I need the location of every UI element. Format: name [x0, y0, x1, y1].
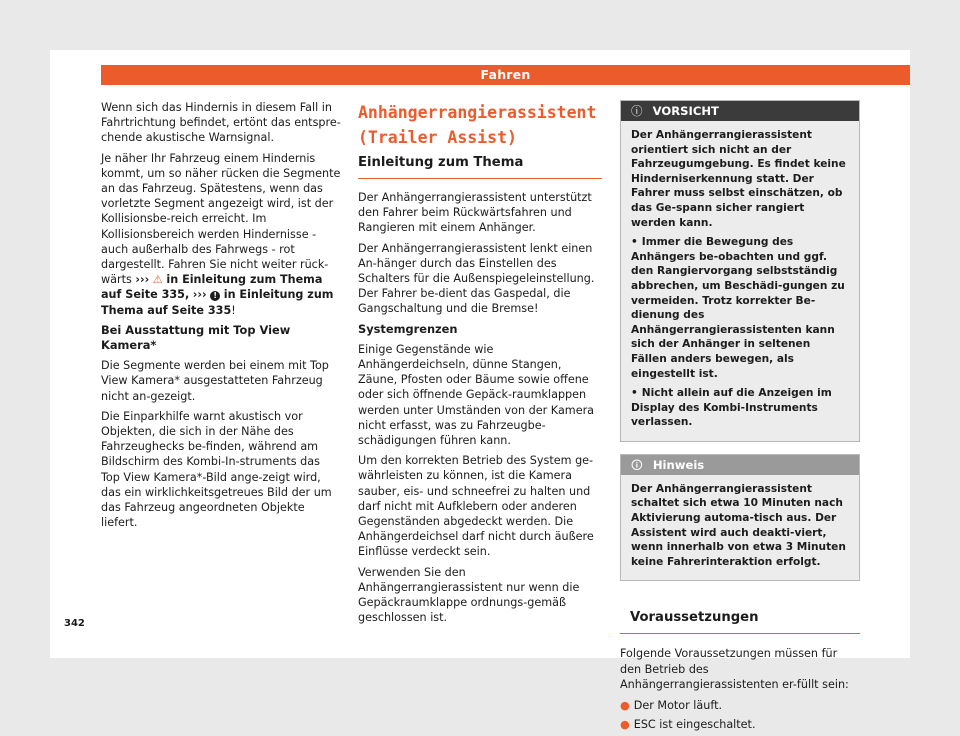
paragraph: Der Anhängerrangierassistent unterstützt den Fahrer beim Rückwärtsfahren und Rangieren mit einem Anhänger. [358, 191, 592, 235]
subheading: Bei Ausstattung mit Top View Kamera* [101, 322, 291, 353]
column-right [620, 100, 860, 736]
paragraph: Der Anhängerrangierassistent lenkt einen An-hänger durch das Einstellen des Schalters für die Außenspiegeleinstellung. Der Fahrer be-dient das Gaspedal, die Gangschaltung und die Bremse! [358, 241, 595, 316]
paragraph-text: Je näher Ihr Fahrzeug einem Hindernis kommt, um so näher rücken die Segmente an das Fahrzeug. Spätestens, wenn das vorletzte Segment angezeigt wird, ist der Kollisionsbe-reich erreicht. Im Kollisionsbereich werden Hindernisse - auch außerhalb des Fahrwegs - rot dargestellt. Fahren Sie nicht weiter rück-wärts [101, 151, 341, 287]
caution-bullet [631, 386, 849, 430]
bullet-icon: ● [620, 699, 630, 713]
cross-reference-link[interactable]: in Einleitung zum Thema auf Seite 335 [101, 288, 334, 317]
ref-arrow: ››› [135, 273, 150, 287]
note-text: Der Anhängerrangierassistent schaltet sich etwa 10 Minuten nach Aktivierung automa-tisch aus. Der Assistent wird auch deakti-viert, wenn innerhalb von etwa 3 Minuten keine Fahrerinteraktion erfolgt. [631, 482, 846, 568]
caution-bullet [631, 235, 849, 381]
warning-triangle-icon: ⚠ [152, 273, 163, 287]
cross-reference-link[interactable]: in Einleitung zum Thema auf Seite 335, [101, 273, 323, 302]
bullet-icon: • [631, 236, 638, 249]
note-body [621, 475, 859, 581]
paragraph: Wenn sich das Hindernis in diesem Fall in Fahrtrichtung befindet, ertönt das entspre-chende akustische Warnsignal. [101, 101, 341, 145]
list-item-text: ESC ist eingeschaltet. [633, 718, 756, 732]
list-item [620, 698, 860, 713]
section-title: Anhängerrangierassistent (Trailer Assist) [358, 103, 597, 147]
caution-label: VORSICHT [652, 104, 719, 118]
column-left [101, 100, 341, 535]
exclamation-circle-icon: ⓘ [631, 104, 643, 118]
bullet-icon: • [631, 387, 638, 400]
caution-bullet-text: Immer die Bewegung des Anhängers be-obachten und ggf. den Rangiervorgang selbstständig abbrechen, um Beschädi-gungen zu vermeiden. Trotz korrekter Be-dienung des Anhängerrangierassistenten kann sich der Anhänger in seltenen Fällen anders bewegen, als eingestellt ist. [631, 236, 845, 380]
page-number: 342 [64, 618, 85, 629]
note-header [621, 455, 859, 475]
list-item [620, 717, 860, 732]
caution-bullet-text: Nicht allein auf die Anzeigen im Display des Kombi-Instruments verlassen. [631, 387, 832, 429]
note-label: Hinweis [652, 457, 705, 472]
note-box [620, 454, 860, 582]
section-subtitle: Voraussetzungen [620, 609, 860, 634]
paragraph: Die Segmente werden bei einem mit Top View Kamera* ausgestatteten Fahrzeug nicht an-gezeigt. [101, 359, 329, 403]
paragraph: Um den korrekten Betrieb des System ge-währleisten zu können, ist die Kamera sauber, eis- und schneefrei zu halten und darf nicht mit Aufklebern oder anderen Gegenständen abgedeckt werden. Die Anhängerdeichsel darf nicht durch äußere Einflüsse verdeckt sein. [358, 454, 594, 559]
info-square-icon: 🛈 [631, 457, 643, 472]
caution-header [621, 101, 859, 121]
paragraph: Folgende Voraussetzungen müssen für den Betrieb des Anhängerrangierassistenten er-füllt sein: [620, 647, 849, 691]
bullet-icon: ● [620, 718, 630, 732]
ref-end: ! [231, 303, 236, 317]
caution-box [620, 100, 860, 442]
chapter-header: Fahren [101, 65, 910, 85]
paragraph: Die Einparkhilfe warnt akustisch vor Objekten, die sich in der Nähe des Fahrzeughecks be-finden, während am Bildschirm des Kombi-In-struments das Top View Kamera*-Bild ange-zeigt wird, das ein wirklichkeitsgetreues Bild der um das Fahrzeug angeordneten Objekte liefert. [101, 409, 332, 530]
page [50, 50, 910, 732]
column-middle [358, 100, 602, 630]
list-item-text: Der Motor läuft. [633, 699, 723, 713]
caution-text: Der Anhängerrangierassistent orientiert sich nicht an der Fahrzeugumgebung. Es findet keine Hinderniserkennung statt. Der Fahrer muss selbst einschätzen, ob das Ge-spann sicher rangiert werden kann. [631, 129, 846, 229]
section-subtitle: Einleitung zum Thema [358, 154, 602, 179]
caution-body [621, 121, 859, 441]
ref-arrow: ››› [192, 288, 207, 302]
info-circle-icon: ! [210, 291, 220, 301]
subheading: Systemgrenzen [358, 321, 458, 336]
paragraph-with-refs [101, 151, 341, 318]
paragraph: Einige Gegenstände wie Anhängerdeichseln, dünne Stangen, Zäune, Pfosten oder Bäume sowie offene oder sich öffnende Gepäck-raumklappen werden unter Umständen von der Kamera nicht erfasst, was zu Fahrzeugbe-schädigungen führen kann. [358, 342, 595, 448]
paragraph: Verwenden Sie den Anhängerrangierassistent nur wenn die Gepäckraumklappe ordnungs-gemäß geschlossen ist. [358, 565, 580, 625]
